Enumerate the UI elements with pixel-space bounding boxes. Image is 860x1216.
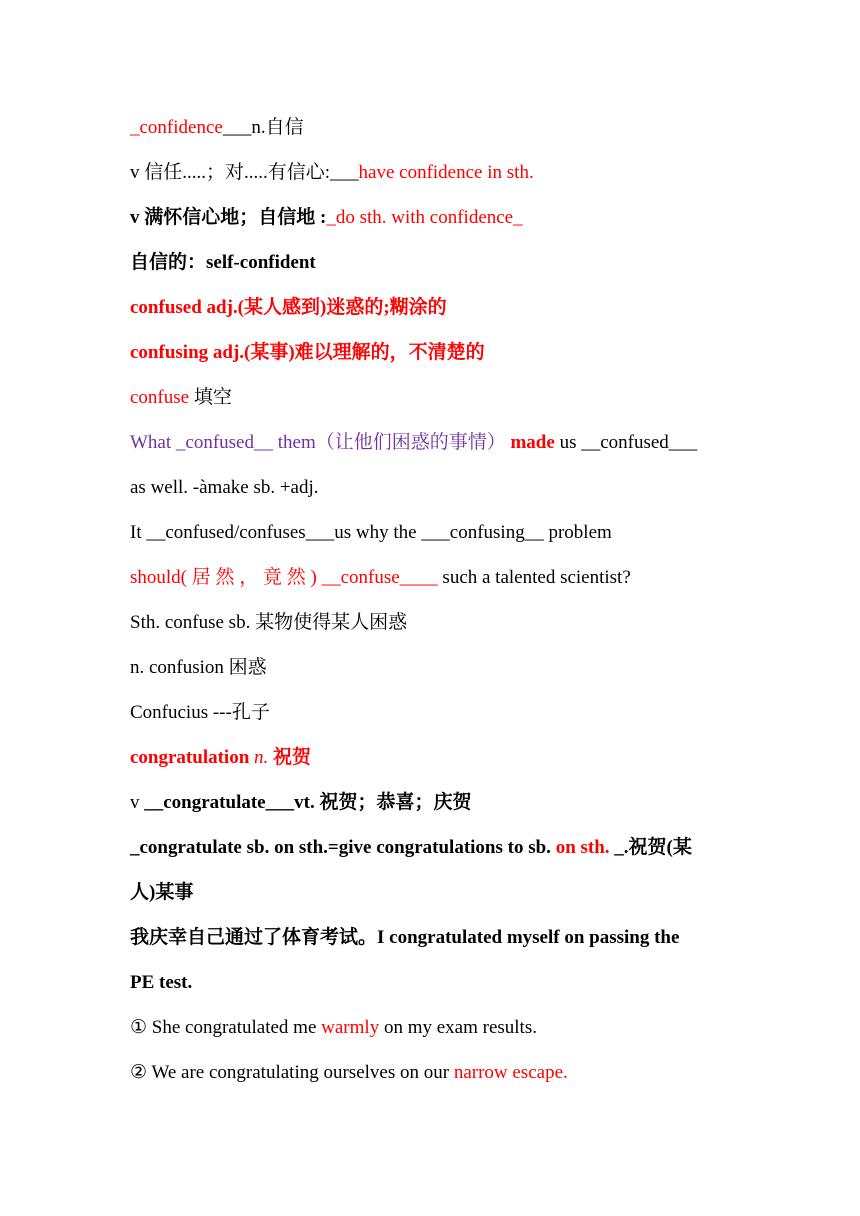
line-sth-confuse-sb: [130, 606, 740, 651]
line-congratulate-verb: [130, 786, 740, 831]
pattern-sth-confuse-sb: Sth. confuse sb. 某物使得某人困惑: [130, 612, 408, 633]
line-confusing-adj: [130, 336, 740, 381]
line-have-confidence: [130, 156, 740, 201]
example-should-confuse: should( 居 然 ， 竟 然 ) __confuse____: [130, 567, 438, 588]
line-confusion: [130, 651, 740, 696]
line-confuse-fill: [130, 381, 740, 426]
line-example-2: [130, 1056, 740, 1101]
term-confidence: _confidence: [130, 117, 223, 138]
line-as-well: [130, 471, 740, 516]
meaning-congratulation: 祝贺: [268, 747, 312, 768]
noun-confusion: n. confusion 困惑: [130, 657, 267, 678]
document-page: [130, 111, 740, 1101]
adj-self-confident: 自信的：self-confident: [130, 252, 316, 273]
example-what-confused-subject: What _confused__ them（让他们困惑的事情）: [130, 432, 506, 453]
example-1-warmly: warmly: [321, 1017, 380, 1038]
def-confused: confused adj.(某人感到)迷惑的;糊涂的: [130, 297, 447, 318]
pos-noun: n.: [254, 747, 269, 768]
line-pe-test: [130, 921, 740, 966]
noun-meaning: ___n.自信: [222, 117, 304, 138]
fill-blank-label: 填空: [189, 387, 232, 408]
pattern-meaning: _.祝贺(某: [609, 837, 692, 858]
example-pe-test-cont: PE test.: [130, 972, 193, 993]
line-congratulate-pattern: [130, 831, 740, 876]
pattern-meaning-cont: 人)某事: [130, 882, 194, 903]
pattern-congratulate-sb: _congratulate sb. on sth.=give congratulations to sb.: [130, 837, 556, 858]
line-with-confidence: [130, 201, 740, 246]
example-us-confused: us __confused___: [554, 432, 698, 453]
line-example-1: [130, 1011, 740, 1056]
example-it-confused: It __confused/confuses___us why the ___confusing__ problem: [130, 522, 612, 543]
line-self-confident: [130, 246, 740, 291]
example-1-end: on my exam results.: [379, 1017, 537, 1038]
example-scientist: such a talented scientist?: [437, 567, 631, 588]
def-congratulate: __congratulate___vt. 祝贺；恭喜；庆贺: [144, 792, 472, 813]
line-it-confused: [130, 516, 740, 561]
phrase-with-confidence: _do sth. with confidence_: [326, 207, 523, 228]
pos-verb: v: [130, 792, 145, 813]
line-confidence-noun: [130, 111, 740, 156]
def-confusing: confusing adj.(某事)难以理解的，不清楚的: [130, 342, 485, 363]
example-made: made: [505, 432, 555, 453]
term-congratulation: congratulation: [130, 747, 255, 768]
line-confused-adj: [130, 291, 740, 336]
term-confuse: confuse: [130, 387, 190, 408]
example-as-well: as well. -àmake sb. +adj.: [130, 477, 319, 498]
line-confucius: [130, 696, 740, 741]
verb-meaning-trust: v 信任.....；对.....有信心:___: [130, 162, 359, 183]
verb-meaning-confidently: v 满怀信心地；自信地 :: [130, 207, 327, 228]
line-example-what-confused: [130, 426, 740, 471]
phrase-have-confidence: have confidence in sth.: [358, 162, 534, 183]
pattern-on-sth: on sth.: [555, 837, 610, 858]
example-pe-test: 我庆幸自己通过了体育考试。I congratulated myself on passing the: [130, 927, 680, 948]
line-should-confuse: [130, 561, 740, 606]
line-congratulate-pattern-cont: [130, 876, 740, 921]
line-pe-test-cont: [130, 966, 740, 1011]
line-congratulation: [130, 741, 740, 786]
example-1-start: ① She congratulated me: [130, 1017, 322, 1038]
example-2-narrow-escape: narrow escape.: [453, 1062, 568, 1083]
name-confucius: Confucius ---孔子: [130, 702, 270, 723]
example-2-start: ② We are congratulating ourselves on our: [130, 1062, 454, 1083]
